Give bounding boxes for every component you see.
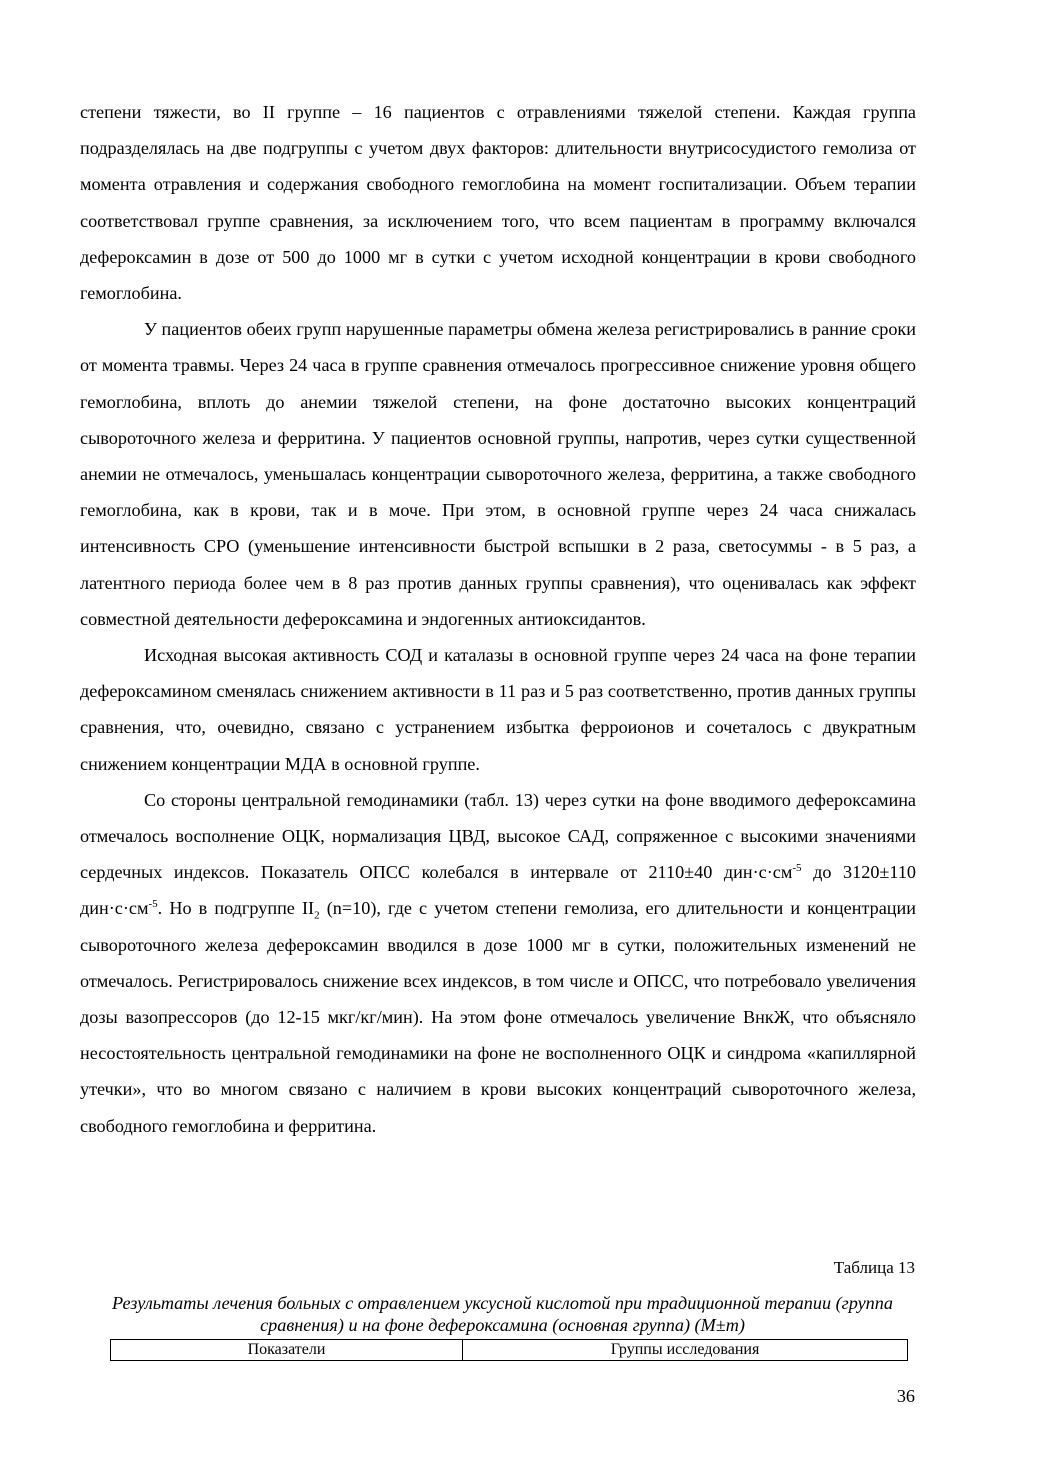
- superscript-exponent: -5: [792, 862, 802, 875]
- paragraph-4-part-b: до 3120±110 дин·с·см: [80, 862, 917, 919]
- paragraph-4-part-d: (n=10), где с учетом степени гемолиза, его длительности и концентрации сывороточного железа дефероксамин вводился в дозе 1000 мг в сутки, положительных изменений не отмечалось. Регистрировалось снижение всех индексов, в том числе и ОПСС, что потребовало увеличения дозы вазопрессоров (до 12-15 мкг/кг/мин). На этом фоне отмечалось увеличение ВнкЖ, что объясняло несостоятельность центральной гемодинамики на фоне не восполненного ОЦК и синдрома «капиллярной утечки», что во многом связано с наличием в крови высоких концентраций сывороточного железа, свободного гемоглобина и ферритина.: [80, 898, 916, 1136]
- table-header-indicators: Показатели: [111, 1340, 463, 1361]
- paragraph-4-part-c: . Но в подгруппе II: [157, 898, 315, 919]
- paragraph-4-part-a: Со стороны центральной гемодинамики (табл. 13) через сутки на фоне вводимого дефероксамина отмечалось восполнение ОЦК, нормализация ЦВД, высокое САД, сопряженное с высокими значениями сердечных индексов. Показатель ОПСС колебался в интервале от 2110±40 дин·с·см: [80, 789, 916, 883]
- table-number: Таблица 13: [833, 1258, 915, 1277]
- table-caption: Результаты лечения больных с отравлением уксусной кислотой при традиционной терапии (группа сравнения) и на фоне дефероксамина (основная группа) (M±m): [112, 1293, 893, 1335]
- table-header-row: [111, 1340, 908, 1361]
- paragraph-3: Исходная высокая активность СОД и каталазы в основной группе через 24 часа на фоне терапии дефероксамином сменялась снижением активности в 11 раз и 5 раз соответственно, против данных группы сравнения, что, очевидно, связано с устранением избытка ферроионов и сочеталось с двукратным снижением концентрации МДА в основной группе.: [80, 645, 916, 774]
- paragraph-1: степени тяжести, во II группе – 16 пациентов с отравлениями тяжелой степени. Каждая группа подразделялась на две подгруппы с учетом двух факторов: длительности внутрисосудистого гемолиза от момента отравления и содержания свободного гемоглобина на момент госпитализации. Объем терапии соответствовал группе сравнения, за исключением того, что всем пациентам в программу включался дефероксамин в дозе от 500 до 1000 мг в сутки с учетом исходной концентрации в крови свободного гемоглобина.: [80, 102, 916, 304]
- superscript-exponent: -5: [148, 898, 158, 911]
- subscript-index: 2: [314, 910, 320, 923]
- results-table: [110, 1339, 908, 1361]
- paragraph-4: [80, 782, 916, 1144]
- body-text: [80, 94, 916, 1144]
- paragraph-2: У пациентов обеих групп нарушенные параметры обмена железа регистрировались в ранние сроки от момента травмы. Через 24 часа в группе сравнения отмечалось прогрессивное снижение уровня общего гемоглобина, вплоть до анемии тяжелой степени, на фоне достаточно высоких концентраций сывороточного железа и ферритина. У пациентов основной группы, напротив, через сутки существенной анемии не отмечалось, уменьшалась концентрации сывороточного железа, ферритина, а также свободного гемоглобина, как в крови, так и в моче. При этом, в основной группе через 24 часа снижалась интенсивность СРО (уменьшение интенсивности быстрой вспышки в 2 раза, светосуммы - в 5 раз, а латентного периода более чем в 8 раз против данных группы сравнения), что оценивалась как эффект совместной деятельности дефероксамина и эндогенных антиоксидантов.: [80, 319, 916, 629]
- table-header-study-groups: Группы исследования: [463, 1340, 908, 1361]
- page-number: 36: [896, 1386, 915, 1406]
